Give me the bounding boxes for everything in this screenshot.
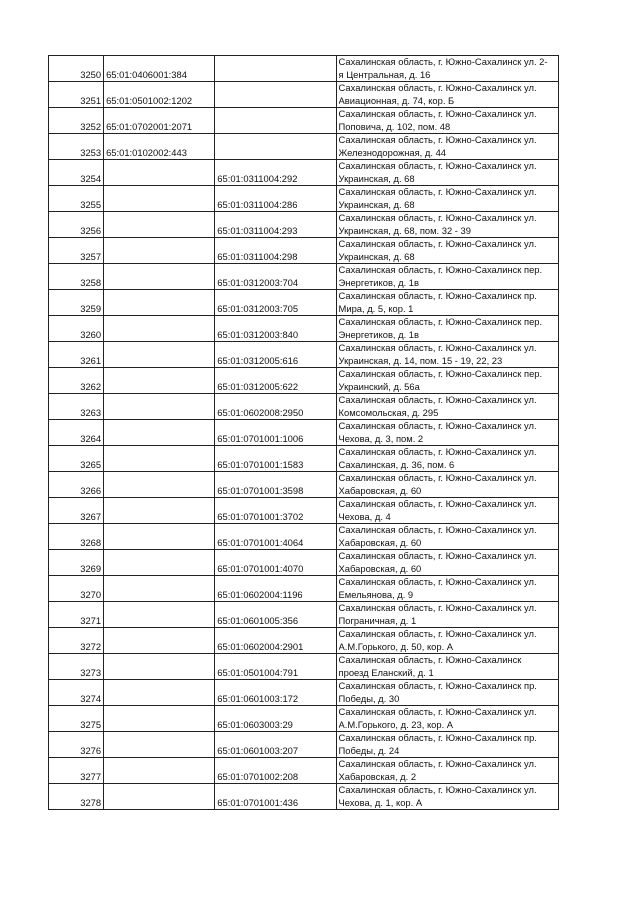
cadastral-number-cell xyxy=(104,290,215,316)
address-line-2: Украинская, д. 68 xyxy=(338,172,415,184)
address-line-2: Украинский, д. 56а xyxy=(338,380,420,392)
address-cell xyxy=(336,394,558,420)
address-line-1: Сахалинская область, г. Южно-Сахалинск пр. xyxy=(338,290,537,302)
building-cadastral-number-cell: 65:01:0312005:616 xyxy=(215,342,336,368)
cadastral-number-cell xyxy=(104,420,215,446)
row-number-cell: 3277 xyxy=(49,758,104,784)
row-number-cell: 3263 xyxy=(49,394,104,420)
address-line-2: Пограничная, д. 1 xyxy=(338,614,417,626)
address-line-2: Чехова, д. 4 xyxy=(338,510,391,522)
cadastral-number-cell xyxy=(104,186,215,212)
address-cell xyxy=(336,108,558,134)
row-number-cell: 3259 xyxy=(49,290,104,316)
address-cell xyxy=(336,498,558,524)
table-row xyxy=(49,758,559,784)
table-row xyxy=(49,134,559,160)
address-cell xyxy=(336,134,558,160)
building-cadastral-number-cell: 65:01:0701001:3598 xyxy=(215,472,336,498)
cadastral-number-cell xyxy=(104,368,215,394)
table-row xyxy=(49,368,559,394)
building-cadastral-number-cell: 65:01:0312003:704 xyxy=(215,264,336,290)
row-number-cell: 3264 xyxy=(49,420,104,446)
address-line-1: Сахалинская область, г. Южно-Сахалинск ул. xyxy=(338,420,537,432)
address-line-1: Сахалинская область, г. Южно-Сахалинск ул. xyxy=(338,446,537,458)
row-number-cell: 3250 xyxy=(49,56,104,82)
address-line-1: Сахалинская область, г. Южно-Сахалинск пер. xyxy=(338,316,543,328)
cadastral-number-cell: 65:01:0102002:443 xyxy=(104,134,215,160)
row-number-cell: 3262 xyxy=(49,368,104,394)
address-cell xyxy=(336,602,558,628)
building-cadastral-number-cell: 65:01:0701001:436 xyxy=(215,784,336,810)
address-line-1: Сахалинская область, г. Южно-Сахалинск ул. xyxy=(338,706,537,718)
address-line-2: Чехова, д. 1, кор. А xyxy=(338,796,423,808)
address-cell xyxy=(336,264,558,290)
cadastral-number-cell xyxy=(104,654,215,680)
cadastral-number-cell xyxy=(104,550,215,576)
building-cadastral-number-cell: 65:01:0312003:840 xyxy=(215,316,336,342)
table-row xyxy=(49,602,559,628)
building-cadastral-number-cell: 65:01:0601003:207 xyxy=(215,732,336,758)
address-cell xyxy=(336,784,558,810)
address-line-2: Победы, д. 30 xyxy=(338,692,400,704)
table-row xyxy=(49,498,559,524)
row-number-cell: 3274 xyxy=(49,680,104,706)
building-cadastral-number-cell xyxy=(215,134,336,160)
address-cell xyxy=(336,342,558,368)
table-row xyxy=(49,108,559,134)
table-row xyxy=(49,186,559,212)
address-line-2: Мира, д. 5, кор. 1 xyxy=(338,302,414,314)
address-line-1: Сахалинская область, г. Южно-Сахалинск ул. xyxy=(338,186,537,198)
address-line-1: Сахалинская область, г. Южно-Сахалинск xyxy=(338,654,522,666)
address-line-1: Сахалинская область, г. Южно-Сахалинск ул. xyxy=(338,602,537,614)
building-cadastral-number-cell: 65:01:0312003:705 xyxy=(215,290,336,316)
address-line-2: А.М.Горького, д. 23, кор. А xyxy=(338,718,454,730)
address-cell xyxy=(336,576,558,602)
row-number-cell: 3258 xyxy=(49,264,104,290)
address-line-2: Хабаровская, д. 60 xyxy=(338,536,422,548)
building-cadastral-number-cell: 65:01:0311004:293 xyxy=(215,212,336,238)
building-cadastral-number-cell: 65:01:0311004:298 xyxy=(215,238,336,264)
address-line-1: Сахалинская область, г. Южно-Сахалинск ул. xyxy=(338,342,537,354)
address-line-2: Сахалинская, д. 36, пом. 6 xyxy=(338,458,455,470)
cadastral-number-cell xyxy=(104,524,215,550)
document-sheet xyxy=(48,55,559,810)
address-line-2: Украинская, д. 68 xyxy=(338,250,415,262)
building-cadastral-number-cell: 65:01:0602004:1196 xyxy=(215,576,336,602)
building-cadastral-number-cell: 65:01:0701001:3702 xyxy=(215,498,336,524)
address-cell xyxy=(336,680,558,706)
cadastral-number-cell xyxy=(104,706,215,732)
address-cell xyxy=(336,732,558,758)
address-line-1: Сахалинская область, г. Южно-Сахалинск ул. xyxy=(338,498,537,510)
address-cell xyxy=(336,550,558,576)
row-number-cell: 3267 xyxy=(49,498,104,524)
address-line-1: Сахалинская область, г. Южно-Сахалинск ул. xyxy=(338,134,537,146)
address-cell xyxy=(336,524,558,550)
row-number-cell: 3275 xyxy=(49,706,104,732)
building-cadastral-number-cell: 65:01:0601003:172 xyxy=(215,680,336,706)
building-cadastral-number-cell: 65:01:0701001:1583 xyxy=(215,446,336,472)
address-line-2: я Центральная, д. 16 xyxy=(338,68,431,80)
address-cell xyxy=(336,290,558,316)
table-row xyxy=(49,264,559,290)
address-line-1: Сахалинская область, г. Южно-Сахалинск ул. xyxy=(338,212,537,224)
row-number-cell: 3257 xyxy=(49,238,104,264)
address-line-1: Сахалинская область, г. Южно-Сахалинск ул. xyxy=(338,160,537,172)
address-line-2: проезд Еланский, д. 1 xyxy=(338,666,434,678)
row-number-cell: 3273 xyxy=(49,654,104,680)
table-row xyxy=(49,394,559,420)
address-cell xyxy=(336,758,558,784)
address-line-1: Сахалинская область, г. Южно-Сахалинск ул. xyxy=(338,524,537,536)
address-line-1: Сахалинская область, г. Южно-Сахалинск ул. xyxy=(338,82,537,94)
address-cell xyxy=(336,420,558,446)
table-row xyxy=(49,732,559,758)
row-number-cell: 3251 xyxy=(49,82,104,108)
address-line-2: Украинская, д. 68, пом. 32 - 39 xyxy=(338,224,471,236)
cadastral-number-cell xyxy=(104,446,215,472)
address-line-1: Сахалинская область, г. Южно-Сахалинск ул. xyxy=(338,784,537,796)
address-line-1: Сахалинская область, г. Южно-Сахалинск ул. xyxy=(338,628,537,640)
row-number-cell: 3265 xyxy=(49,446,104,472)
address-line-1: Сахалинская область, г. Южно-Сахалинск пр. xyxy=(338,680,537,692)
address-line-2: Украинская, д. 68 xyxy=(338,198,415,210)
table-row xyxy=(49,342,559,368)
cadastral-number-cell xyxy=(104,212,215,238)
address-line-1: Сахалинская область, г. Южно-Сахалинск ул. 2- xyxy=(338,56,548,68)
row-number-cell: 3271 xyxy=(49,602,104,628)
row-number-cell: 3278 xyxy=(49,784,104,810)
building-cadastral-number-cell: 65:01:0311004:292 xyxy=(215,160,336,186)
table-row xyxy=(49,56,559,82)
address-line-1: Сахалинская область, г. Южно-Сахалинск ул. xyxy=(338,238,537,250)
address-cell xyxy=(336,82,558,108)
table-row xyxy=(49,316,559,342)
table-row xyxy=(49,82,559,108)
building-cadastral-number-cell: 65:01:0701002:208 xyxy=(215,758,336,784)
registry-body xyxy=(49,56,559,810)
cadastral-number-cell xyxy=(104,732,215,758)
address-line-1: Сахалинская область, г. Южно-Сахалинск ул. xyxy=(338,108,537,120)
table-row xyxy=(49,680,559,706)
address-cell xyxy=(336,654,558,680)
cadastral-number-cell xyxy=(104,264,215,290)
address-cell xyxy=(336,316,558,342)
building-cadastral-number-cell xyxy=(215,108,336,134)
cadastral-number-cell: 65:01:0702001:2071 xyxy=(104,108,215,134)
table-row xyxy=(49,784,559,810)
address-line-2: Емельянова, д. 9 xyxy=(338,588,414,600)
cadastral-number-cell: 65:01:0406001:384 xyxy=(104,56,215,82)
cadastral-number-cell xyxy=(104,498,215,524)
building-cadastral-number-cell xyxy=(215,82,336,108)
address-line-1: Сахалинская область, г. Южно-Сахалинск ул. xyxy=(338,472,537,484)
address-cell xyxy=(336,56,558,82)
address-line-2: А.М.Горького, д. 50, кор. А xyxy=(338,640,454,652)
address-line-2: Энергетиков, д. 1в xyxy=(338,328,420,340)
address-line-1: Сахалинская область, г. Южно-Сахалинск пер. xyxy=(338,264,543,276)
row-number-cell: 3268 xyxy=(49,524,104,550)
cadastral-number-cell xyxy=(104,758,215,784)
cadastral-number-cell: 65:01:0501002:1202 xyxy=(104,82,215,108)
table-row xyxy=(49,238,559,264)
address-line-1: Сахалинская область, г. Южно-Сахалинск ул. xyxy=(338,550,537,562)
cadastral-number-cell xyxy=(104,160,215,186)
cadastral-number-cell xyxy=(104,238,215,264)
table-row xyxy=(49,550,559,576)
cadastral-number-cell xyxy=(104,602,215,628)
address-line-2: Авиационная, д. 74, кор. Б xyxy=(338,94,455,106)
building-cadastral-number-cell: 65:01:0701001:4070 xyxy=(215,550,336,576)
table-row xyxy=(49,472,559,498)
address-line-1: Сахалинская область, г. Южно-Сахалинск ул. xyxy=(338,576,537,588)
cadastral-number-cell xyxy=(104,628,215,654)
building-cadastral-number-cell xyxy=(215,56,336,82)
table-row xyxy=(49,576,559,602)
address-line-1: Сахалинская область, г. Южно-Сахалинск ул. xyxy=(338,758,537,770)
address-line-1: Сахалинская область, г. Южно-Сахалинск ул. xyxy=(338,394,537,406)
address-cell xyxy=(336,186,558,212)
table-row xyxy=(49,446,559,472)
address-cell xyxy=(336,628,558,654)
address-line-2: Поповича, д. 102, пом. 48 xyxy=(338,120,451,132)
table-row xyxy=(49,524,559,550)
address-cell xyxy=(336,472,558,498)
cadastral-number-cell xyxy=(104,394,215,420)
table-row xyxy=(49,706,559,732)
cadastral-number-cell xyxy=(104,576,215,602)
row-number-cell: 3276 xyxy=(49,732,104,758)
row-number-cell: 3256 xyxy=(49,212,104,238)
address-line-2: Хабаровская, д. 2 xyxy=(338,770,417,782)
building-cadastral-number-cell: 65:01:0601005:356 xyxy=(215,602,336,628)
address-line-2: Хабаровская, д. 60 xyxy=(338,562,422,574)
table-row xyxy=(49,654,559,680)
row-number-cell: 3261 xyxy=(49,342,104,368)
table-row xyxy=(49,420,559,446)
address-cell xyxy=(336,160,558,186)
row-number-cell: 3266 xyxy=(49,472,104,498)
address-cell xyxy=(336,368,558,394)
address-line-2: Победы, д. 24 xyxy=(338,744,400,756)
address-line-1: Сахалинская область, г. Южно-Сахалинск пр. xyxy=(338,732,537,744)
cadastral-number-cell xyxy=(104,472,215,498)
table-row xyxy=(49,290,559,316)
row-number-cell: 3269 xyxy=(49,550,104,576)
address-line-2: Энергетиков, д. 1в xyxy=(338,276,420,288)
cadastral-number-cell xyxy=(104,316,215,342)
building-cadastral-number-cell: 65:01:0311004:286 xyxy=(215,186,336,212)
address-line-2: Чехова, д. 3, пом. 2 xyxy=(338,432,424,444)
address-cell xyxy=(336,238,558,264)
building-cadastral-number-cell: 65:01:0701001:4064 xyxy=(215,524,336,550)
table-row xyxy=(49,628,559,654)
table-row xyxy=(49,160,559,186)
row-number-cell: 3253 xyxy=(49,134,104,160)
building-cadastral-number-cell: 65:01:0602004:2901 xyxy=(215,628,336,654)
row-number-cell: 3272 xyxy=(49,628,104,654)
cadastral-number-cell xyxy=(104,342,215,368)
building-cadastral-number-cell: 65:01:0501004:791 xyxy=(215,654,336,680)
address-line-1: Сахалинская область, г. Южно-Сахалинск пер. xyxy=(338,368,543,380)
building-cadastral-number-cell: 65:01:0602008:2950 xyxy=(215,394,336,420)
address-cell xyxy=(336,446,558,472)
row-number-cell: 3270 xyxy=(49,576,104,602)
address-cell xyxy=(336,706,558,732)
row-number-cell: 3260 xyxy=(49,316,104,342)
address-line-2: Комсомольская, д. 295 xyxy=(338,406,439,418)
row-number-cell: 3252 xyxy=(49,108,104,134)
building-cadastral-number-cell: 65:01:0312005:622 xyxy=(215,368,336,394)
row-number-cell: 3255 xyxy=(49,186,104,212)
address-line-2: Украинская, д. 14, пом. 15 - 19, 22, 23 xyxy=(338,354,503,366)
table-row xyxy=(49,212,559,238)
address-cell xyxy=(336,212,558,238)
building-cadastral-number-cell: 65:01:0603003:29 xyxy=(215,706,336,732)
address-line-2: Железнодорожная, д. 44 xyxy=(338,146,446,158)
property-registry-table xyxy=(48,55,559,810)
address-line-2: Хабаровская, д. 60 xyxy=(338,484,422,496)
building-cadastral-number-cell: 65:01:0701001:1006 xyxy=(215,420,336,446)
cadastral-number-cell xyxy=(104,784,215,810)
row-number-cell: 3254 xyxy=(49,160,104,186)
cadastral-number-cell xyxy=(104,680,215,706)
